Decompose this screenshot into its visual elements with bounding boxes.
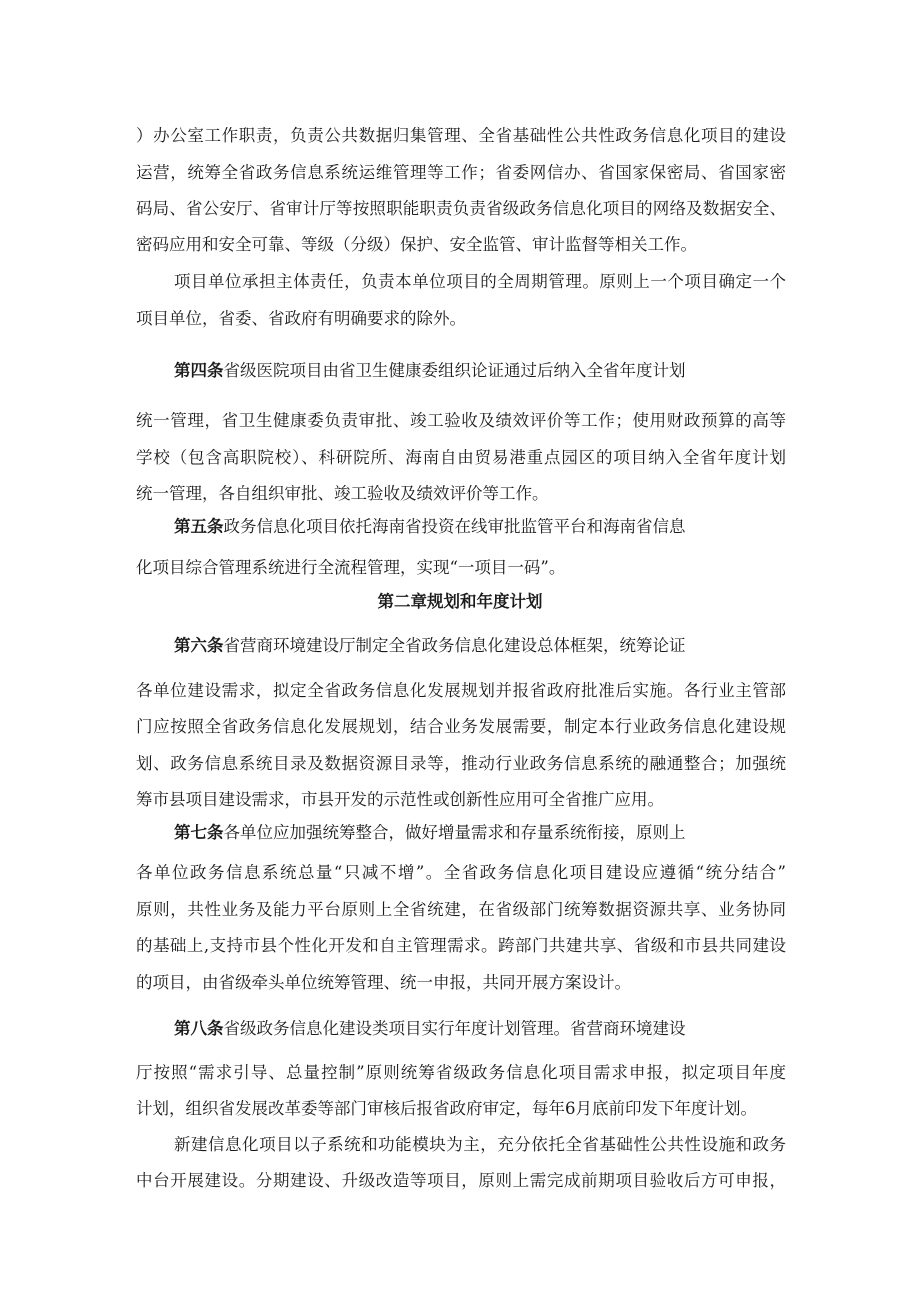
article-text: 各单位应加强统筹整合，做好增量需求和存量系统衔接，原则上 — [223, 823, 686, 842]
paragraph-line: 的基础上,支持市县个性化开发和自主管理需求。跨部门共建共享、省级和市县共同建设 — [136, 936, 786, 955]
chapter-heading: 第二章规划和年度计划 — [377, 592, 543, 611]
article-label: 第八条 — [174, 1019, 224, 1038]
paragraph-line: 项目单位承担主体责任，负责本单位项目的全周期管理。原则上一个项目确定一个 — [174, 272, 786, 291]
article-6-first-line — [174, 634, 786, 658]
paragraph-line: ）办公室工作职责，负责公共数据归集管理、全省基础性公共性政务信息化项目的建设 — [136, 126, 786, 145]
paragraph-line: 厅按照“需求引导、总量控制”原则统筹省级政务信息化项目需求申报，拟定项目年度 — [136, 1063, 786, 1082]
paragraph-line: 新建信息化项目以子系统和功能模块为主，充分依托全省基础性公共性设施和政务 — [174, 1135, 786, 1154]
paragraph-line: 各单位政务信息系统总量“只减不增”。全省政务信息化项目建设应遵循“统分结合” — [136, 863, 786, 882]
paragraph-line: 化项目综合管理系统进行全流程管理，实现“一项目一码”。 — [136, 558, 566, 577]
paragraph-line: 的项目，由省级牵头单位统筹管理、统一申报，共同开展方案设计。 — [136, 973, 631, 992]
paragraph-line: 密码应用和安全可靠、等级（分级）保护、安全监管、审计监督等相关工作。 — [136, 235, 697, 254]
article-text: 省级医院项目由省卫生健康委组织论证通过后纳入全省年度计划 — [223, 361, 686, 380]
article-text: 政务信息化项目依托海南省投资在线审批监管平台和海南省信息 — [223, 517, 686, 536]
paragraph-line: 中台开展建设。分期建设、升级改造等项目，原则上需完成前期项目验收后方可申报， — [136, 1171, 786, 1190]
article-text: 省营商环境建设厅制定全省政务信息化建设总体框架，统筹论证 — [223, 636, 686, 655]
article-label: 第七条 — [174, 823, 224, 842]
article-text: 省级政务信息化建设类项目实行年度计划管理。省营商环境建设 — [223, 1019, 686, 1038]
paragraph-line: 统一管理，省卫生健康委负责审批、竣工验收及绩效评价等工作；使用财政预算的高等 — [136, 411, 786, 430]
article-label: 第五条 — [174, 517, 224, 536]
paragraph-line: 原则，共性业务及能力平台原则上全省统建，在省级部门统筹数据资源共享、业务协同 — [136, 900, 786, 919]
paragraph-line: 门应按照全省政务信息化发展规划，结合业务发展需要，制定本行业政务信息化建设规 — [136, 717, 786, 736]
article-8-first-line — [174, 1017, 786, 1041]
article-5-first-line — [174, 515, 786, 539]
paragraph-line: 统一管理，各自组织审批、竣工验收及绩效评价等工作。 — [136, 484, 549, 503]
paragraph-line: 项目单位，省委、省政府有明确要求的除外。 — [136, 309, 466, 328]
article-4-first-line — [174, 359, 786, 383]
paragraph-line: 运营，统筹全省政务信息系统运维管理等工作；省委网信办、省国家保密局、省国家密 — [136, 163, 786, 182]
paragraph-line: 划、政务信息系统目录及数据资源目录等，推动行业政务信息系统的融通整合；加强统 — [136, 754, 786, 773]
article-7-first-line — [174, 821, 786, 845]
paragraph-line: 计划，组织省发展改革委等部门审核后报省政府审定，每年6月底前印发下年度计划。 — [136, 1099, 757, 1118]
article-label: 第六条 — [174, 636, 224, 655]
paragraph-line: 学校（包含高职院校）、科研院所、海南自由贸易港重点园区的项目纳入全省年度计划 — [136, 448, 786, 467]
paragraph-line: 筹市县项目建设需求，市县开发的示范性或创新性应用可全省推广应用。 — [136, 790, 664, 809]
paragraph-line: 各单位建设需求，拟定全省政务信息化发展规划并报省政府批准后实施。各行业主管部 — [136, 681, 786, 700]
article-label: 第四条 — [174, 361, 224, 380]
paragraph-line: 码局、省公安厅、省审计厅等按照职能职责负责省级政务信息化项目的网络及数据安全、 — [136, 199, 786, 218]
